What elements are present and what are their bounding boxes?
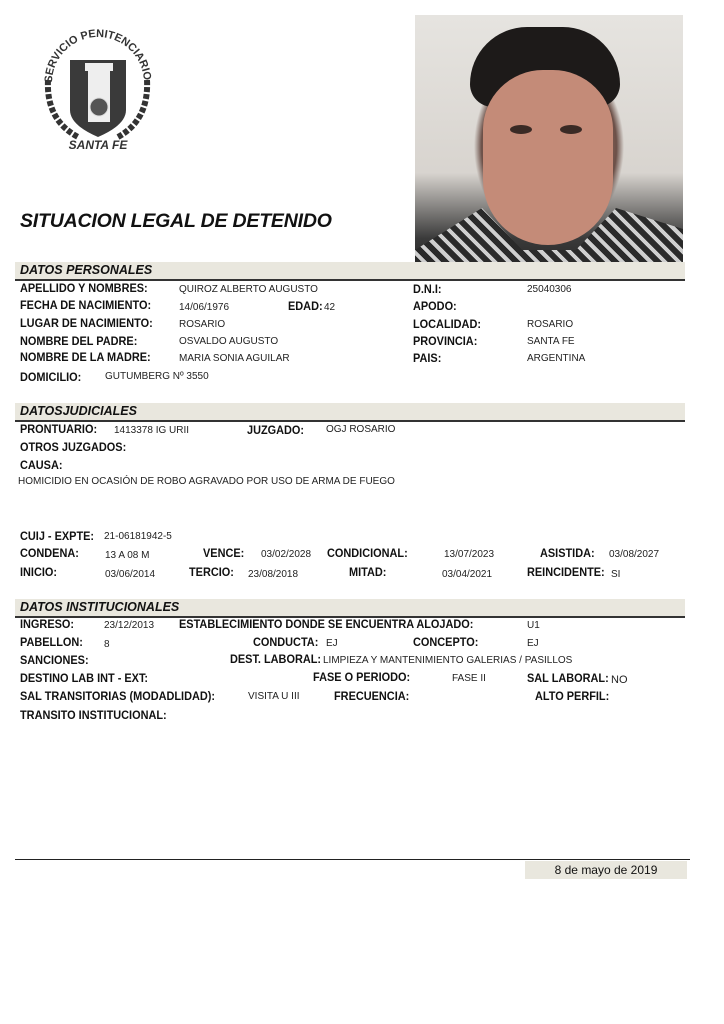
value-conducta: EJ xyxy=(326,638,338,649)
value-cuij: 21-06181942-5 xyxy=(104,531,172,542)
label-fecha-nacimiento: FECHA DE NACIMIENTO: xyxy=(20,300,152,312)
label-juzgado: JUZGADO: xyxy=(247,425,305,437)
label-establecimiento: ESTABLECIMIENTO DONDE SE ENCUENTRA ALOJADO: xyxy=(179,619,474,631)
label-destino-lab: DESTINO LAB INT - EXT: xyxy=(20,673,149,685)
value-condena: 13 A 08 M xyxy=(105,550,150,561)
label-condena: CONDENA: xyxy=(20,548,79,560)
value-ingreso: 23/12/2013 xyxy=(104,620,155,631)
label-vence: VENCE: xyxy=(203,548,245,560)
value-establecimiento: U1 xyxy=(527,620,540,631)
value-apellido: QUIROZ ALBERTO AUGUSTO xyxy=(179,284,318,295)
label-mitad: MITAD: xyxy=(349,567,387,579)
detainee-photo xyxy=(415,15,683,278)
value-dni: 25040306 xyxy=(527,284,572,295)
value-fase: FASE II xyxy=(452,673,486,684)
label-sanciones: SANCIONES: xyxy=(20,655,89,667)
value-fecha-nacimiento: 14/06/1976 xyxy=(179,302,230,313)
section-title: DATOSJUDICIALES xyxy=(20,404,137,418)
section-header-institucional xyxy=(15,599,685,618)
label-alto-perfil: ALTO PERFIL: xyxy=(535,691,610,703)
label-dni: D.N.I: xyxy=(413,284,442,296)
label-madre: NOMBRE DE LA MADRE: xyxy=(20,352,151,364)
value-condicional: 13/07/2023 xyxy=(444,549,495,560)
label-apodo: APODO: xyxy=(413,301,457,313)
value-pais: ARGENTINA xyxy=(527,353,586,364)
value-tercio: 23/08/2018 xyxy=(248,569,299,580)
footer-date: 8 de mayo de 2019 xyxy=(525,861,687,879)
label-reincidente: REINCIDENTE: xyxy=(527,567,605,579)
label-apellido: APELLIDO Y NOMBRES: xyxy=(20,283,148,295)
section-header-judicial xyxy=(15,403,685,422)
value-domicilio: GUTUMBERG Nº 3550 xyxy=(105,371,209,382)
section-title: DATOS INSTITUCIONALES xyxy=(20,600,180,614)
value-reincidente: SI xyxy=(611,569,621,580)
label-otros-juzgados: OTROS JUZGADOS: xyxy=(20,442,127,454)
label-localidad: LOCALIDAD: xyxy=(413,319,481,331)
footer-divider xyxy=(15,859,690,860)
value-vence: 03/02/2028 xyxy=(261,549,312,560)
svg-text:SANTA FE: SANTA FE xyxy=(68,138,128,152)
value-edad: 42 xyxy=(324,302,336,313)
label-prontuario: PRONTUARIO: xyxy=(20,424,98,436)
label-concepto: CONCEPTO: xyxy=(413,637,479,649)
value-concepto: EJ xyxy=(527,638,539,649)
value-asistida: 03/08/2027 xyxy=(609,549,660,560)
value-prontuario: 1413378 IG URII xyxy=(114,425,190,436)
label-dest-laboral: DEST. LABORAL: xyxy=(230,654,322,666)
section-header-personal xyxy=(15,262,685,281)
value-pabellon: 8 xyxy=(104,639,110,650)
value-localidad: ROSARIO xyxy=(527,319,574,330)
label-inicio: INICIO: xyxy=(20,567,58,579)
label-pais: PAIS: xyxy=(413,353,442,365)
page-title: SITUACION LEGAL DE DETENIDO xyxy=(20,210,332,232)
value-sal-laboral: NO xyxy=(611,674,628,686)
label-ingreso: INGRESO: xyxy=(20,619,75,631)
value-causa: HOMICIDIO EN OCASIÓN DE ROBO AGRAVADO POR USO DE ARMA DE FUEGO xyxy=(18,476,395,487)
label-transito: TRANSITO INSTITUCIONAL: xyxy=(20,710,167,722)
label-fase: FASE O PERIODO: xyxy=(313,672,411,684)
value-dest-laboral: LIMPIEZA Y MANTENIMIENTO GALERIAS / PASILLOS xyxy=(323,655,573,666)
value-juzgado: OGJ ROSARIO xyxy=(326,424,396,435)
value-sal-transitorias: VISITA U III xyxy=(248,691,300,702)
value-lugar-nacimiento: ROSARIO xyxy=(179,319,226,330)
value-provincia: SANTA FE xyxy=(527,336,575,347)
label-condicional: CONDICIONAL: xyxy=(327,548,408,560)
value-madre: MARIA SONIA AGUILAR xyxy=(179,353,290,364)
label-frecuencia: FRECUENCIA: xyxy=(334,691,410,703)
section-title: DATOS PERSONALES xyxy=(20,263,153,277)
label-sal-laboral: SAL LABORAL: xyxy=(527,673,609,685)
santa-fe-penitentiary-logo xyxy=(30,25,165,155)
label-asistida: ASISTIDA: xyxy=(540,548,595,560)
label-padre: NOMBRE DEL PADRE: xyxy=(20,336,138,348)
label-edad: EDAD: xyxy=(288,301,323,313)
value-padre: OSVALDO AUGUSTO xyxy=(179,336,279,347)
label-causa: CAUSA: xyxy=(20,460,63,472)
label-tercio: TERCIO: xyxy=(189,567,234,579)
value-inicio: 03/06/2014 xyxy=(105,569,156,580)
label-domicilio: DOMICILIO: xyxy=(20,372,82,384)
value-mitad: 03/04/2021 xyxy=(442,569,493,580)
label-conducta: CONDUCTA: xyxy=(253,637,319,649)
label-provincia: PROVINCIA: xyxy=(413,336,478,348)
label-cuij: CUIJ - EXPTE: xyxy=(20,531,95,543)
label-sal-transitorias: SAL TRANSITORIAS (MODADLIDAD): xyxy=(20,691,216,703)
label-pabellon: PABELLON: xyxy=(20,637,83,649)
label-lugar-nacimiento: LUGAR DE NACIMIENTO: xyxy=(20,318,153,330)
svg-text:SERVICIO PENITENCIARIO: SERVICIO PENITENCIARIO xyxy=(42,27,154,84)
